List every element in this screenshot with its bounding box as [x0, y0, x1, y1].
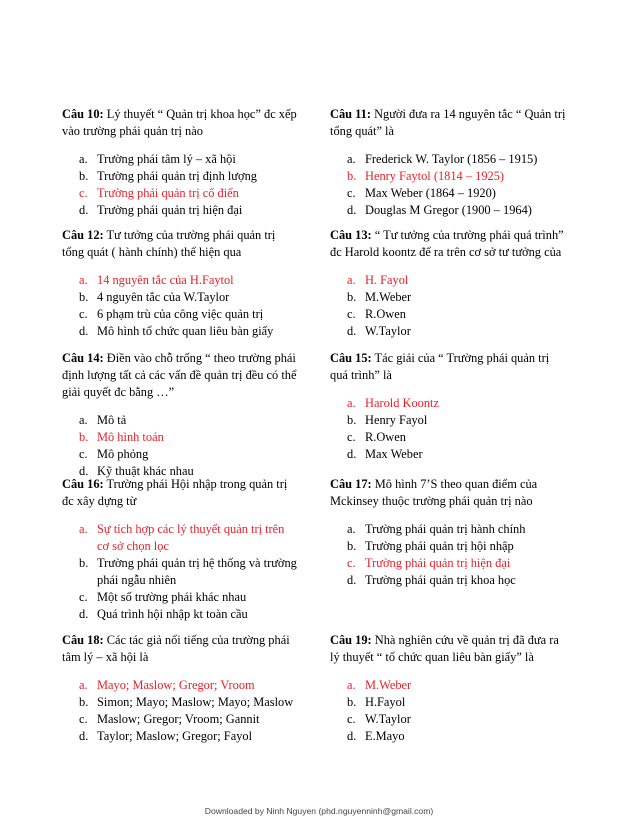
- option-letter: b.: [347, 169, 357, 183]
- answer-option: [330, 323, 566, 340]
- option-letter: b.: [79, 290, 89, 304]
- option-letter: d.: [347, 573, 357, 587]
- question-number: Câu 10:: [62, 107, 104, 121]
- option-text: 6 phạm trù của công việc quản trị: [97, 307, 264, 321]
- answer-option: [62, 446, 298, 463]
- option-letter: d.: [79, 324, 89, 338]
- option-letter: d.: [79, 464, 89, 478]
- answer-option-correct: [330, 395, 566, 412]
- option-text: E.Mayo: [365, 729, 405, 743]
- question-block: [62, 106, 298, 219]
- answer-option: [330, 694, 566, 711]
- answer-option: [62, 202, 298, 219]
- answer-options: [330, 395, 566, 463]
- answer-options: [330, 151, 566, 219]
- option-text: Sự tích hợp các lý thuyết quản trị trên cơ sở chọn lọc: [97, 522, 285, 553]
- option-letter: a.: [347, 152, 356, 166]
- question-block: [330, 350, 566, 463]
- answer-option-correct: [62, 677, 298, 694]
- download-footer: Downloaded by Ninh Nguyen (phd.nguyenninh@gmail.com): [204, 806, 434, 816]
- answer-option-correct: [330, 555, 566, 572]
- option-text: M.Weber: [365, 678, 412, 692]
- question-text: Điền vào chỗ trống “ theo trường phái định lượng tất cả các vấn đề quản trị đều có thể giải quyết đc bằng …”: [62, 351, 297, 399]
- answer-option: [62, 151, 298, 168]
- option-letter: a.: [79, 522, 88, 536]
- option-letter: d.: [347, 447, 357, 461]
- option-text: M.Weber: [365, 290, 412, 304]
- question-block: [330, 476, 566, 589]
- option-text: W.Taylor: [365, 324, 411, 338]
- question-block: [62, 632, 298, 745]
- question-stem: [330, 350, 566, 384]
- option-text: Mô hình tổ chức quan liêu bàn giấy: [97, 324, 274, 338]
- question-stem: [62, 476, 298, 510]
- option-letter: b.: [347, 290, 357, 304]
- answer-options: [62, 412, 298, 480]
- option-text: Mô phỏng: [97, 447, 149, 461]
- option-text: Trường phái quản trị hệ thống và trường phái ngẫu nhiên: [97, 556, 297, 587]
- option-text: Simon; Mayo; Maslow; Mayo; Maslow: [97, 695, 294, 709]
- question-number: Câu 11:: [330, 107, 371, 121]
- option-text: Harold Koontz: [365, 396, 439, 410]
- option-letter: a.: [79, 152, 88, 166]
- answer-options: [62, 521, 298, 623]
- option-letter: a.: [347, 396, 356, 410]
- option-letter: c.: [79, 186, 88, 200]
- option-letter: d.: [79, 203, 89, 217]
- answer-options: [62, 677, 298, 745]
- answer-option: [330, 521, 566, 538]
- option-letter: b.: [347, 539, 357, 553]
- answer-options: [62, 151, 298, 219]
- answer-option: [330, 711, 566, 728]
- answer-options: [62, 272, 298, 340]
- option-text: 14 nguyên tắc của H.Faytol: [97, 273, 234, 287]
- question-number: Câu 17:: [330, 477, 372, 491]
- answer-option: [62, 412, 298, 429]
- answer-option: [330, 202, 566, 219]
- question-block: [330, 227, 566, 340]
- option-letter: d.: [347, 324, 357, 338]
- question-stem: [62, 227, 298, 261]
- option-letter: a.: [347, 273, 356, 287]
- option-letter: c.: [347, 430, 356, 444]
- answer-option: [330, 572, 566, 589]
- answer-option: [330, 151, 566, 168]
- option-letter: a.: [347, 522, 356, 536]
- answer-option-correct: [62, 429, 298, 446]
- option-text: Một số trường phái khác nhau: [97, 590, 247, 604]
- question-block: [62, 227, 298, 340]
- answer-option-correct: [62, 272, 298, 289]
- question-block: [330, 632, 566, 745]
- option-letter: c.: [347, 556, 356, 570]
- option-letter: b.: [79, 695, 89, 709]
- option-letter: b.: [347, 413, 357, 427]
- question-number: Câu 13:: [330, 228, 372, 242]
- question-stem: [62, 106, 298, 140]
- option-letter: c.: [79, 447, 88, 461]
- option-letter: d.: [79, 607, 89, 621]
- question-text: Tác giải của “ Trường phái quản trị quá trình” là: [330, 351, 550, 382]
- question-text: Lý thuyết “ Quản trị khoa học” đc xếp vào trường phái quản trị nào: [62, 107, 297, 138]
- option-letter: a.: [79, 273, 88, 287]
- option-text: Trường phái quản trị hiện đại: [365, 556, 511, 570]
- option-letter: d.: [347, 203, 357, 217]
- answer-option-correct: [62, 185, 298, 202]
- question-stem: [330, 632, 566, 666]
- question-block: [62, 350, 298, 480]
- question-text: Trường phái Hội nhập trong quản trị đc xây dựng từ: [62, 477, 288, 508]
- answer-option: [62, 589, 298, 606]
- answer-option: [330, 185, 566, 202]
- option-text: Trường phái quản trị hiện đại: [97, 203, 243, 217]
- answer-option: [330, 429, 566, 446]
- option-letter: c.: [347, 307, 356, 321]
- option-letter: b.: [79, 169, 89, 183]
- answer-options: [330, 677, 566, 745]
- answer-option: [62, 694, 298, 711]
- answer-option: [62, 606, 298, 623]
- answer-option: [62, 168, 298, 185]
- option-letter: c.: [347, 186, 356, 200]
- option-text: Henry Fayol: [365, 413, 428, 427]
- question-text: Người đưa ra 14 nguyên tắc “ Quản trị tổng quát” là: [330, 107, 566, 138]
- question-text: Nhà nghiên cứu về quản trị đã đưa ra lý thuyết “ tổ chức quan liêu bàn giấy” là: [330, 633, 559, 664]
- option-letter: a.: [79, 678, 88, 692]
- question-number: Câu 18:: [62, 633, 104, 647]
- option-text: Max Weber: [365, 447, 423, 461]
- answer-option: [330, 412, 566, 429]
- option-text: Quá trình hội nhập kt toàn cầu: [97, 607, 248, 621]
- option-letter: c.: [347, 712, 356, 726]
- answer-option: [62, 728, 298, 745]
- answer-option: [330, 289, 566, 306]
- option-text: H. Fayol: [365, 273, 409, 287]
- option-text: Maslow; Gregor; Vroom; Gannit: [97, 712, 260, 726]
- answer-option-correct: [330, 677, 566, 694]
- option-letter: a.: [79, 413, 88, 427]
- answer-option: [62, 306, 298, 323]
- option-letter: d.: [79, 729, 89, 743]
- question-stem: [330, 106, 566, 140]
- option-letter: a.: [347, 678, 356, 692]
- option-text: 4 nguyên tắc của W.Taylor: [97, 290, 230, 304]
- question-stem: [62, 350, 298, 401]
- question-text: Các tác giả nổi tiếng của trường phái tâm lý – xã hội là: [62, 633, 290, 664]
- question-number: Câu 12:: [62, 228, 104, 242]
- question-block: [62, 476, 298, 623]
- option-letter: c.: [79, 307, 88, 321]
- answer-option: [330, 306, 566, 323]
- question-number: Câu 16:: [62, 477, 104, 491]
- question-block: [330, 106, 566, 219]
- option-text: Kỹ thuật khác nhau: [97, 464, 194, 478]
- answer-option: [62, 711, 298, 728]
- question-number: Câu 14:: [62, 351, 104, 365]
- question-number: Câu 15:: [330, 351, 372, 365]
- answer-option-correct: [330, 272, 566, 289]
- option-text: Frederick W. Taylor (1856 – 1915): [365, 152, 538, 166]
- option-letter: b.: [79, 430, 89, 444]
- option-letter: d.: [347, 729, 357, 743]
- option-text: R.Owen: [365, 430, 406, 444]
- question-text: Tư tưởng của trường phái quản trị tổng quát ( hành chính) thể hiện qua: [62, 228, 276, 259]
- answer-option: [62, 323, 298, 340]
- option-text: Max Weber (1864 – 1920): [365, 186, 496, 200]
- answer-options: [330, 272, 566, 340]
- option-text: Trường phái quản trị khoa học: [365, 573, 516, 587]
- answer-option: [62, 555, 298, 589]
- option-text: W.Taylor: [365, 712, 411, 726]
- option-text: Trường phái quản trị định lượng: [97, 169, 257, 183]
- option-letter: c.: [79, 712, 88, 726]
- option-text: Trường phái tâm lý – xã hội: [97, 152, 236, 166]
- question-number: Câu 19:: [330, 633, 372, 647]
- question-text: “ Tư tưởng của trường phái quá trình” đc Harold koontz để ra trên cơ sở tư tưởng của: [330, 228, 564, 259]
- option-text: Douglas M Gregor (1900 – 1964): [365, 203, 532, 217]
- answer-options: [330, 521, 566, 589]
- option-text: Mô tả: [97, 413, 127, 427]
- answer-option: [62, 289, 298, 306]
- answer-option-correct: [62, 521, 298, 555]
- option-letter: b.: [347, 695, 357, 709]
- question-text: Mô hình 7’S theo quan điểm của Mckinsey thuộc trường phái quản trị nào: [330, 477, 538, 508]
- question-stem: [330, 476, 566, 510]
- option-text: Trường phái quản trị cổ điển: [97, 186, 239, 200]
- question-stem: [330, 227, 566, 261]
- option-text: Trường phái quản trị hội nhập: [365, 539, 514, 553]
- question-stem: [62, 632, 298, 666]
- option-text: Trường phái quản trị hành chính: [365, 522, 526, 536]
- option-text: R.Owen: [365, 307, 406, 321]
- option-text: Mayo; Maslow; Gregor; Vroom: [97, 678, 255, 692]
- answer-option: [330, 538, 566, 555]
- option-letter: c.: [79, 590, 88, 604]
- option-text: Henry Faytol (1814 – 1925): [365, 169, 505, 183]
- answer-option: [330, 728, 566, 745]
- answer-option-correct: [330, 168, 566, 185]
- option-letter: b.: [79, 556, 89, 570]
- answer-option: [330, 446, 566, 463]
- option-text: Mô hình toán: [97, 430, 164, 444]
- option-text: Taylor; Maslow; Gregor; Fayol: [97, 729, 253, 743]
- option-text: H.Fayol: [365, 695, 406, 709]
